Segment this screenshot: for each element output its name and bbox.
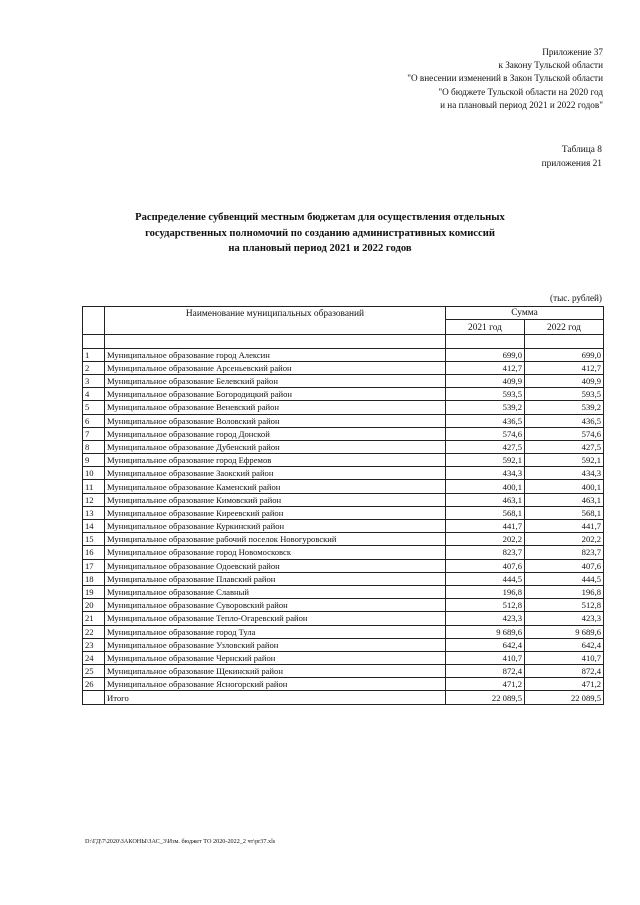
spacer-row <box>83 335 604 348</box>
header-name: Наименование муниципальных образований <box>105 307 446 335</box>
municipality-name: Муниципальное образование Богородицкий район <box>105 388 446 401</box>
municipality-name: Муниципальное образование Плавский район <box>105 572 446 585</box>
spacer-cell <box>525 335 604 348</box>
municipality-name: Муниципальное образование Суворовский район <box>105 599 446 612</box>
amount-2021: 872,4 <box>446 665 525 678</box>
table-row <box>83 401 604 414</box>
amount-2021: 471,2 <box>446 678 525 691</box>
amount-2022: 872,4 <box>525 665 604 678</box>
amount-2021: 400,1 <box>446 480 525 493</box>
title-line: государственных полномочий по созданию административных комиссий <box>145 227 495 239</box>
amount-2022: 202,2 <box>525 533 604 546</box>
amount-2021: 202,2 <box>446 533 525 546</box>
amount-2021: 196,8 <box>446 585 525 598</box>
amount-2021: 699,0 <box>446 348 525 361</box>
amount-2022: 9 689,6 <box>525 625 604 638</box>
document-title <box>80 210 560 257</box>
row-number: 1 <box>83 348 105 361</box>
amount-2021: 427,5 <box>446 440 525 453</box>
municipality-name: Муниципальное образование Одоевский район <box>105 559 446 572</box>
row-number: 3 <box>83 374 105 387</box>
amount-2022: 568,1 <box>525 506 604 519</box>
appendix-line: "О бюджете Тульской области на 2020 год <box>438 86 603 97</box>
amount-2022: 823,7 <box>525 546 604 559</box>
amount-2021: 410,7 <box>446 651 525 664</box>
amount-2021: 409,9 <box>446 374 525 387</box>
appendix-header <box>407 46 603 112</box>
row-number: 25 <box>83 665 105 678</box>
table-row <box>83 440 604 453</box>
row-number: 14 <box>83 520 105 533</box>
table-row <box>83 493 604 506</box>
row-number: 24 <box>83 651 105 664</box>
row-number: 26 <box>83 678 105 691</box>
amount-2022: 592,1 <box>525 454 604 467</box>
subsidy-table <box>82 306 604 705</box>
amount-2022: 412,7 <box>525 361 604 374</box>
amount-2022: 427,5 <box>525 440 604 453</box>
municipality-name: Муниципальное образование Заокский район <box>105 467 446 480</box>
total-2021: 22 089,5 <box>446 691 525 704</box>
row-number: 7 <box>83 427 105 440</box>
table-row <box>83 361 604 374</box>
municipality-name: Муниципальное образование город Ефремов <box>105 454 446 467</box>
row-number: 8 <box>83 440 105 453</box>
municipality-name: Муниципальное образование Куркинский район <box>105 520 446 533</box>
table-row <box>83 454 604 467</box>
municipality-name: Муниципальное образование город Алексин <box>105 348 446 361</box>
table-row <box>83 480 604 493</box>
amount-2022: 436,5 <box>525 414 604 427</box>
row-number: 17 <box>83 559 105 572</box>
table-row <box>83 520 604 533</box>
municipality-name: Муниципальное образование Щекинский район <box>105 665 446 678</box>
municipality-name: Муниципальное образование Дубенский район <box>105 440 446 453</box>
appendix-line: к Закону Тульской области <box>498 60 603 71</box>
municipality-name: Муниципальное образование город Тула <box>105 625 446 638</box>
municipality-name: Муниципальное образование Каменский район <box>105 480 446 493</box>
amount-2022: 434,3 <box>525 467 604 480</box>
table-row <box>83 374 604 387</box>
municipality-name: Муниципальное образование Чернский район <box>105 651 446 664</box>
table-body <box>83 335 604 691</box>
table-row <box>83 559 604 572</box>
municipality-name: Муниципальное образование город Донской <box>105 427 446 440</box>
header-year-2022: 2022 год <box>525 320 604 335</box>
table-row <box>83 546 604 559</box>
table-row <box>83 665 604 678</box>
table-row <box>83 599 604 612</box>
title-line: Распределение субвенций местным бюджетам для осуществления отдельных <box>135 212 505 223</box>
amount-2022: 574,6 <box>525 427 604 440</box>
municipality-name: Муниципальное образование Белевский район <box>105 374 446 387</box>
row-number: 13 <box>83 506 105 519</box>
header-number <box>83 307 105 335</box>
amount-2022: 410,7 <box>525 651 604 664</box>
table-row <box>83 348 604 361</box>
municipality-name: Муниципальное образование Тепло-Огаревский район <box>105 612 446 625</box>
municipality-name: Муниципальное образование Узловский район <box>105 638 446 651</box>
row-number: 2 <box>83 361 105 374</box>
file-path: D:\ГД\7\2020\ЗАКОНЫ\ЗАС_3\Изм. бюджет ТО 2020-2022_2 чт\pr37.xls <box>85 838 276 845</box>
amount-2022: 593,5 <box>525 388 604 401</box>
amount-2021: 568,1 <box>446 506 525 519</box>
table-row <box>83 467 604 480</box>
municipality-name: Муниципальное образование город Новомосковск <box>105 546 446 559</box>
row-number: 4 <box>83 388 105 401</box>
amount-2021: 574,6 <box>446 427 525 440</box>
spacer-cell <box>446 335 525 348</box>
table-row <box>83 506 604 519</box>
table-row <box>83 388 604 401</box>
row-number: 5 <box>83 401 105 414</box>
table-row <box>83 638 604 651</box>
amount-2021: 407,6 <box>446 559 525 572</box>
amount-2022: 409,9 <box>525 374 604 387</box>
table-reference <box>542 144 602 171</box>
amount-2021: 441,7 <box>446 520 525 533</box>
amount-2021: 436,5 <box>446 414 525 427</box>
municipality-name: Муниципальное образование Славный <box>105 585 446 598</box>
amount-2022: 642,4 <box>525 638 604 651</box>
spacer-cell <box>105 335 446 348</box>
units-label: (тыс. рублей) <box>550 293 602 303</box>
row-number: 10 <box>83 467 105 480</box>
amount-2022: 196,8 <box>525 585 604 598</box>
municipality-name: Муниципальное образование Веневский район <box>105 401 446 414</box>
amount-2021: 593,5 <box>446 388 525 401</box>
header-sum: Сумма <box>446 307 604 320</box>
municipality-name: Муниципальное образование Ясногорский район <box>105 678 446 691</box>
row-number: 15 <box>83 533 105 546</box>
row-number: 19 <box>83 585 105 598</box>
table-row <box>83 572 604 585</box>
municipality-name: Муниципальное образование Арсеньевский район <box>105 361 446 374</box>
spacer-cell <box>83 335 105 348</box>
row-number: 21 <box>83 612 105 625</box>
municipality-name: Муниципальное образование Воловский район <box>105 414 446 427</box>
amount-2022: 512,8 <box>525 599 604 612</box>
total-number-cell <box>83 691 105 704</box>
header-year-2021: 2021 год <box>446 320 525 335</box>
amount-2021: 9 689,6 <box>446 625 525 638</box>
total-2022: 22 089,5 <box>525 691 604 704</box>
table-row <box>83 625 604 638</box>
row-number: 23 <box>83 638 105 651</box>
table-appendix-ref: приложения 21 <box>541 158 602 169</box>
appendix-line: Приложение 37 <box>542 47 603 57</box>
amount-2021: 539,2 <box>446 401 525 414</box>
appendix-line: "О внесении изменений в Закон Тульской области <box>407 73 603 84</box>
amount-2021: 823,7 <box>446 546 525 559</box>
table-row <box>83 427 604 440</box>
amount-2022: 471,2 <box>525 678 604 691</box>
row-number: 12 <box>83 493 105 506</box>
total-row <box>83 691 604 704</box>
row-number: 18 <box>83 572 105 585</box>
row-number: 6 <box>83 414 105 427</box>
table-row <box>83 612 604 625</box>
table-row <box>83 533 604 546</box>
table-row <box>83 414 604 427</box>
row-number: 11 <box>83 480 105 493</box>
amount-2021: 642,4 <box>446 638 525 651</box>
amount-2022: 407,6 <box>525 559 604 572</box>
amount-2022: 444,5 <box>525 572 604 585</box>
table-number: Таблица 8 <box>561 145 602 155</box>
table-row <box>83 651 604 664</box>
amount-2021: 592,1 <box>446 454 525 467</box>
amount-2022: 400,1 <box>525 480 604 493</box>
amount-2021: 412,7 <box>446 361 525 374</box>
amount-2022: 463,1 <box>525 493 604 506</box>
table-row <box>83 585 604 598</box>
amount-2022: 441,7 <box>525 520 604 533</box>
amount-2022: 539,2 <box>525 401 604 414</box>
row-number: 9 <box>83 454 105 467</box>
amount-2021: 434,3 <box>446 467 525 480</box>
table-row <box>83 678 604 691</box>
amount-2021: 444,5 <box>446 572 525 585</box>
municipality-name: Муниципальное образование Кимовский район <box>105 493 446 506</box>
row-number: 22 <box>83 625 105 638</box>
total-label: Итого <box>105 691 446 704</box>
municipality-name: Муниципальное образование Киреевский район <box>105 506 446 519</box>
amount-2022: 423,3 <box>525 612 604 625</box>
row-number: 16 <box>83 546 105 559</box>
amount-2021: 512,8 <box>446 599 525 612</box>
amount-2021: 463,1 <box>446 493 525 506</box>
amount-2022: 699,0 <box>525 348 604 361</box>
amount-2021: 423,3 <box>446 612 525 625</box>
appendix-line: и на плановый период 2021 и 2022 годов" <box>440 99 603 110</box>
title-line: на плановый период 2021 и 2022 годов <box>228 243 412 254</box>
row-number: 20 <box>83 599 105 612</box>
municipality-name: Муниципальное образование рабочий поселок Новогуровский <box>105 533 446 546</box>
